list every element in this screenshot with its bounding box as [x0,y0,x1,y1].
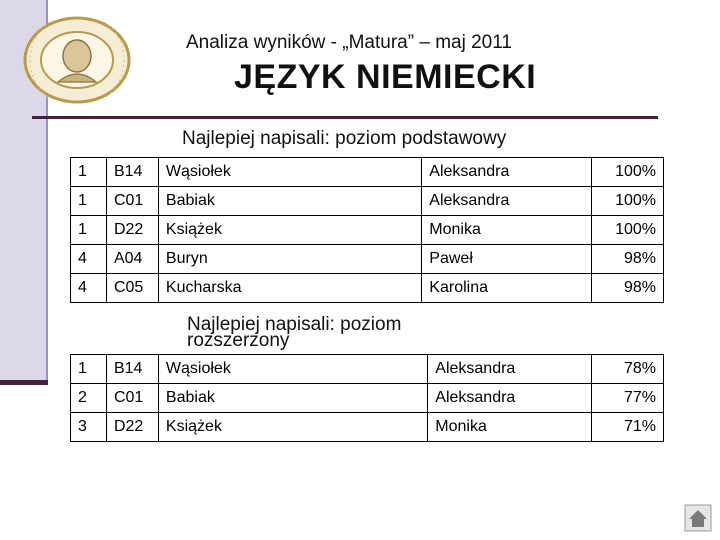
score-cell: 77% [592,384,664,413]
extended-table-row [71,355,664,384]
firstname-cell: Aleksandra [422,187,592,216]
score-cell: 71% [592,413,664,442]
rank-cell: 4 [71,245,107,274]
extended-table-row [71,384,664,413]
surname-cell: Babiak [158,187,421,216]
basic-results-table [70,157,664,303]
extended-heading-line1: Najlepiej napisali: poziom [187,314,402,335]
rank-cell: 1 [71,158,107,187]
firstname-cell: Aleksandra [428,384,592,413]
firstname-cell: Aleksandra [428,355,592,384]
school-seal-logo [22,16,132,104]
code-cell: C05 [106,274,158,303]
code-cell: D22 [106,413,158,442]
surname-cell: Książek [158,413,427,442]
basic-table-row [71,216,664,245]
score-cell: 100% [592,187,664,216]
code-cell: B14 [106,355,158,384]
left-band-bottom-rule [0,380,48,385]
code-cell: A04 [106,245,158,274]
firstname-cell: Aleksandra [422,158,592,187]
surname-cell: Kucharska [158,274,421,303]
surname-cell: Wąsiołek [158,355,427,384]
firstname-cell: Monika [428,413,592,442]
code-cell: C01 [106,187,158,216]
rank-cell: 1 [71,216,107,245]
title-divider [32,116,658,119]
rank-cell: 1 [71,187,107,216]
rank-cell: 3 [71,413,107,442]
code-cell: C01 [106,384,158,413]
basic-table-row [71,274,664,303]
code-cell: D22 [106,216,158,245]
extended-level-heading [187,314,401,358]
surname-cell: Babiak [158,384,427,413]
firstname-cell: Monika [422,216,592,245]
basic-table-row [71,187,664,216]
firstname-cell: Karolina [422,274,592,303]
extended-heading-line2: rozszerzony [187,330,290,351]
extended-table-row [71,413,664,442]
rank-cell: 4 [71,274,107,303]
presentation-subtitle: Analiza wyników - „Matura” – maj 2011 [186,32,512,53]
basic-table-row [71,245,664,274]
surname-cell: Wąsiołek [158,158,421,187]
surname-cell: Książek [158,216,421,245]
extended-results-table [70,354,664,442]
basic-level-heading: Najlepiej napisali: poziom podstawowy [182,128,507,149]
rank-cell: 1 [71,355,107,384]
rank-cell: 2 [71,384,107,413]
score-cell: 100% [592,216,664,245]
score-cell: 98% [592,274,664,303]
code-cell: B14 [106,158,158,187]
score-cell: 98% [592,245,664,274]
score-cell: 100% [592,158,664,187]
score-cell: 78% [592,355,664,384]
basic-table-row [71,158,664,187]
presentation-title: JĘZYK NIEMIECKI [234,58,537,96]
surname-cell: Buryn [158,245,421,274]
firstname-cell: Paweł [422,245,592,274]
home-nav-icon[interactable] [684,504,712,532]
